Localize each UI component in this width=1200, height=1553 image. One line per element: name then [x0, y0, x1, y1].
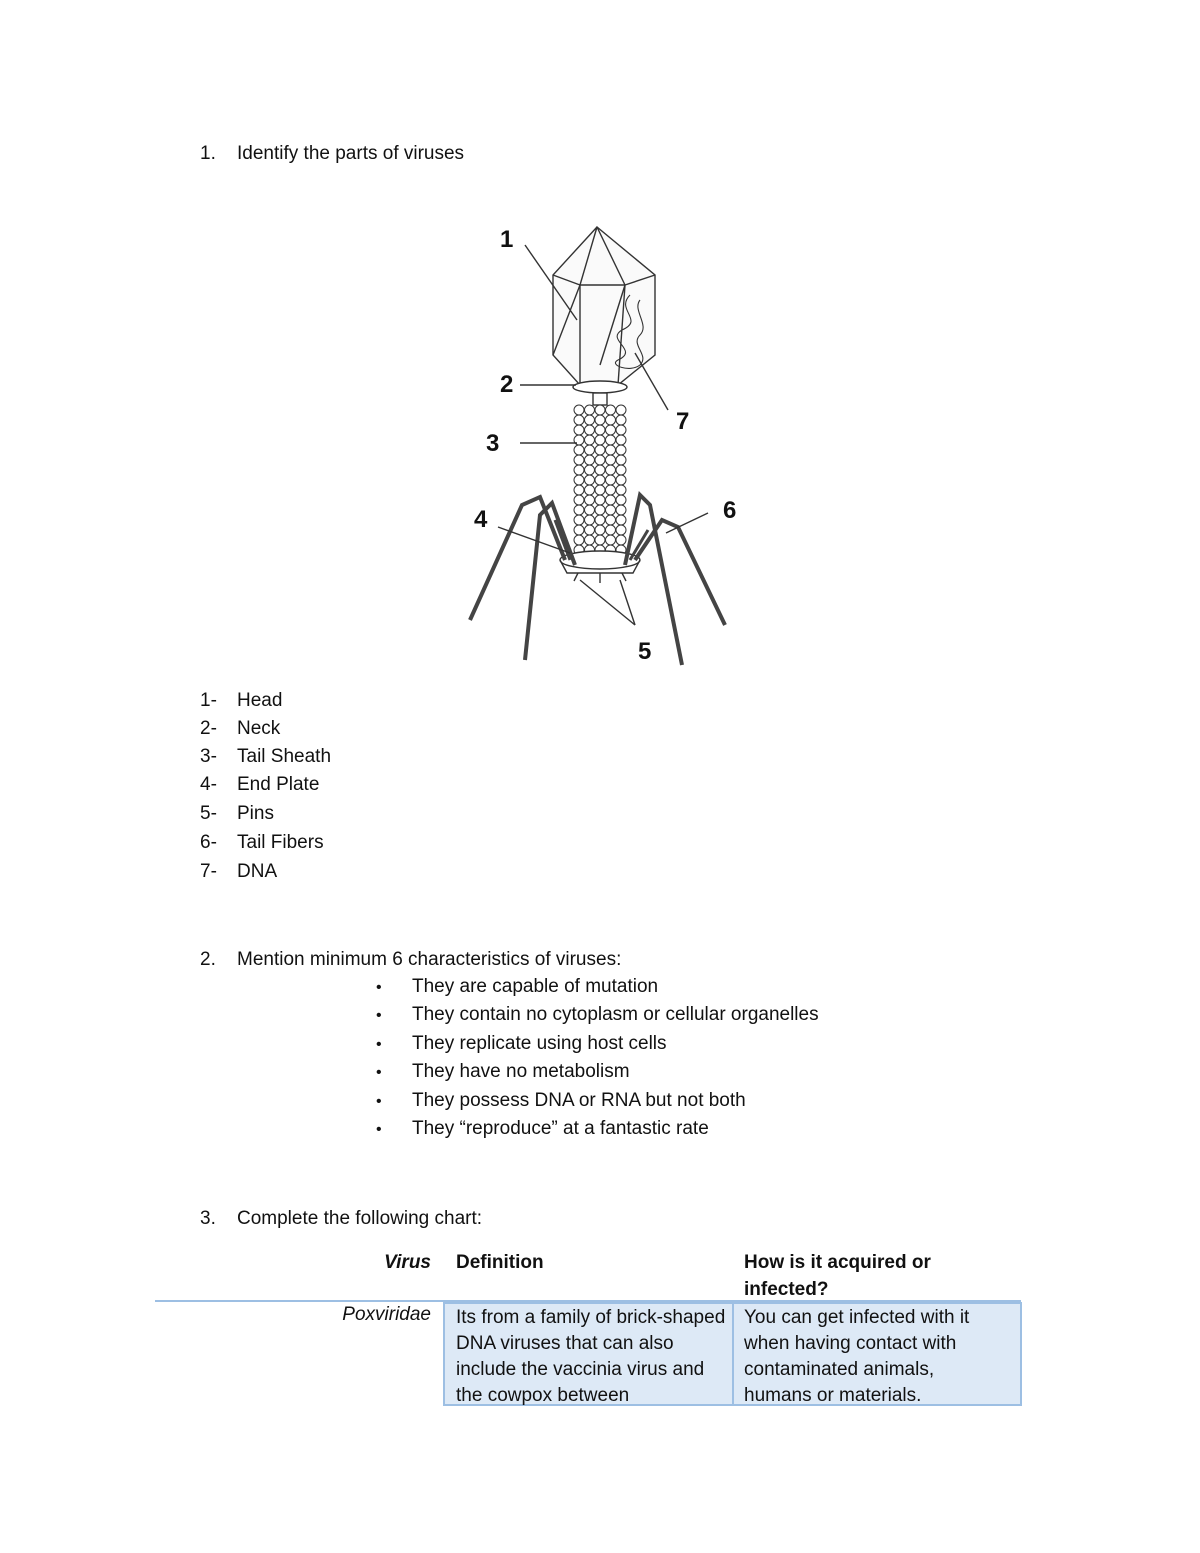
diagram-label-7: 7	[676, 408, 690, 435]
sheath-bead	[574, 415, 584, 425]
sheath-bead	[606, 505, 616, 515]
part-number: 5-	[200, 803, 217, 824]
table-header-virus: Virus	[384, 1252, 431, 1273]
sheath-bead	[585, 465, 595, 475]
list-item	[376, 1087, 746, 1115]
part-item	[200, 858, 277, 886]
sheath-bead	[606, 475, 616, 485]
leader-7	[635, 353, 668, 410]
sheath-bead	[585, 405, 595, 415]
sheath-bead	[616, 435, 626, 445]
sheath-bead	[616, 415, 626, 425]
sheath-bead	[616, 475, 626, 485]
sheath-bead	[616, 425, 626, 435]
part-name: Tail Sheath	[237, 746, 332, 767]
q1-number: 1.	[200, 143, 216, 164]
list-item	[376, 1115, 709, 1143]
part-item	[200, 829, 324, 857]
sheath-bead	[606, 465, 616, 475]
sheath-bead	[606, 425, 616, 435]
sheath-bead	[585, 455, 595, 465]
sheath-bead	[616, 535, 626, 545]
sheath-bead	[616, 445, 626, 455]
part-name: DNA	[237, 861, 278, 882]
sheath-bead	[585, 525, 595, 535]
characteristic-text: They “reproduce” at a fantastic rate	[412, 1118, 709, 1139]
characteristic-text: They are capable of mutation	[412, 976, 659, 997]
part-number: 7-	[200, 861, 217, 882]
sheath-bead	[574, 455, 584, 465]
sheath-bead	[574, 475, 584, 485]
diagram-label-4: 4	[474, 506, 488, 533]
sheath-bead	[595, 525, 605, 535]
sheath-bead	[606, 415, 616, 425]
sheath-bead	[606, 495, 616, 505]
part-number: 4-	[200, 774, 217, 795]
part-item	[200, 800, 274, 828]
q1-text: Identify the parts of viruses	[237, 143, 465, 164]
sheath-bead	[606, 485, 616, 495]
sheath-bead	[574, 515, 584, 525]
part-item	[200, 743, 331, 771]
characteristic-text: They have no metabolism	[412, 1061, 630, 1082]
sheath-bead	[595, 435, 605, 445]
sheath-bead	[585, 495, 595, 505]
sheath-bead	[595, 485, 605, 495]
characteristic-text: They possess DNA or RNA but not both	[412, 1090, 746, 1111]
sheath-bead	[606, 515, 616, 525]
sheath-bead	[595, 445, 605, 455]
list-item	[376, 1030, 667, 1058]
part-number: 6-	[200, 832, 217, 853]
definition-text: Its from a family of brick-shaped DNA viruses that can also include the vaccinia virus and the cowpox between	[456, 1307, 726, 1406]
sheath-bead	[585, 445, 595, 455]
q3-text: Complete the following chart:	[237, 1208, 483, 1229]
part-number: 1-	[200, 690, 217, 711]
sheath-bead	[595, 475, 605, 485]
sheath-bead	[606, 455, 616, 465]
sheath-bead	[595, 405, 605, 415]
q3-number: 3.	[200, 1208, 216, 1229]
table-header-acquired: How is it acquired or infected?	[744, 1252, 931, 1300]
sheath-bead	[616, 485, 626, 495]
sheath-bead	[606, 445, 616, 455]
table-cell-acquired	[732, 1302, 1022, 1406]
acquired-text: You can get infected with it when having contact with contaminated animals, humans or materials.	[744, 1307, 970, 1406]
sheath-bead	[606, 435, 616, 445]
part-name: Head	[237, 690, 283, 711]
table-header-definition: Definition	[456, 1252, 544, 1273]
sheath-bead	[574, 485, 584, 495]
part-item	[200, 715, 280, 743]
tail-fiber-right-2	[625, 495, 682, 665]
sheath-bead	[574, 465, 584, 475]
sheath-bead	[585, 425, 595, 435]
bullet: •	[376, 1064, 382, 1081]
diagram-label-6: 6	[723, 497, 737, 524]
sheath-bead	[574, 525, 584, 535]
sheath-bead	[585, 515, 595, 525]
sheath-bead	[616, 515, 626, 525]
table-cell-definition	[443, 1302, 734, 1406]
sheath-bead	[585, 475, 595, 485]
sheath-bead	[606, 405, 616, 415]
collar-shape	[573, 381, 627, 393]
bullet: •	[376, 1121, 382, 1138]
sheath-bead	[595, 465, 605, 475]
part-name: End Plate	[237, 774, 320, 795]
diagram-label-5: 5	[638, 638, 652, 665]
sheath-bead	[616, 495, 626, 505]
sheath-bead	[574, 505, 584, 515]
sheath-bead	[616, 465, 626, 475]
sheath-bead	[585, 505, 595, 515]
bullet: •	[376, 1093, 382, 1110]
sheath-bead	[606, 525, 616, 535]
sheath-bead	[585, 485, 595, 495]
neck-shape	[593, 393, 607, 405]
characteristic-text: They contain no cytoplasm or cellular organelles	[412, 1004, 819, 1025]
bullet: •	[376, 1007, 382, 1024]
sheath-bead	[595, 495, 605, 505]
diagram-label-2: 2	[500, 371, 514, 398]
sheath-bead	[595, 505, 605, 515]
sheath-bead	[616, 405, 626, 415]
sheath-bead	[595, 425, 605, 435]
sheath-bead	[595, 455, 605, 465]
part-name: Pins	[237, 803, 274, 824]
part-item	[200, 687, 282, 715]
list-item	[376, 1058, 630, 1086]
part-number: 3-	[200, 746, 217, 767]
sheath-bead	[616, 455, 626, 465]
tail-fiber-right-1	[635, 520, 725, 625]
diagram-label-1: 1	[500, 226, 514, 253]
part-number: 2-	[200, 718, 217, 739]
q2-text: Mention minimum 6 characteristics of viruses:	[237, 949, 622, 970]
bullet: •	[376, 979, 382, 996]
characteristic-text: They replicate using host cells	[412, 1033, 667, 1054]
sheath-bead	[574, 445, 584, 455]
sheath-bead	[574, 425, 584, 435]
leader-5a	[580, 580, 635, 625]
sheath-bead	[574, 405, 584, 415]
sheath-bead	[616, 505, 626, 515]
part-name: Tail Fibers	[237, 832, 324, 853]
sheath-bead	[585, 535, 595, 545]
list-item	[376, 973, 658, 1001]
part-name: Neck	[237, 718, 281, 739]
part-item	[200, 771, 319, 799]
bacteriophage-diagram	[440, 215, 760, 675]
sheath-bead	[585, 435, 595, 445]
diagram-label-3: 3	[486, 430, 500, 457]
tail-sheath-shape	[574, 405, 626, 555]
sheath-bead	[574, 495, 584, 505]
sheath-bead	[595, 535, 605, 545]
sheath-bead	[574, 535, 584, 545]
bullet: •	[376, 1036, 382, 1053]
q2-number: 2.	[200, 949, 216, 970]
sheath-bead	[616, 525, 626, 535]
sheath-bead	[595, 515, 605, 525]
sheath-bead	[606, 535, 616, 545]
sheath-bead	[585, 415, 595, 425]
list-item	[376, 1001, 819, 1029]
table-cell-virus: Poxviridae	[342, 1304, 431, 1325]
sheath-bead	[595, 415, 605, 425]
